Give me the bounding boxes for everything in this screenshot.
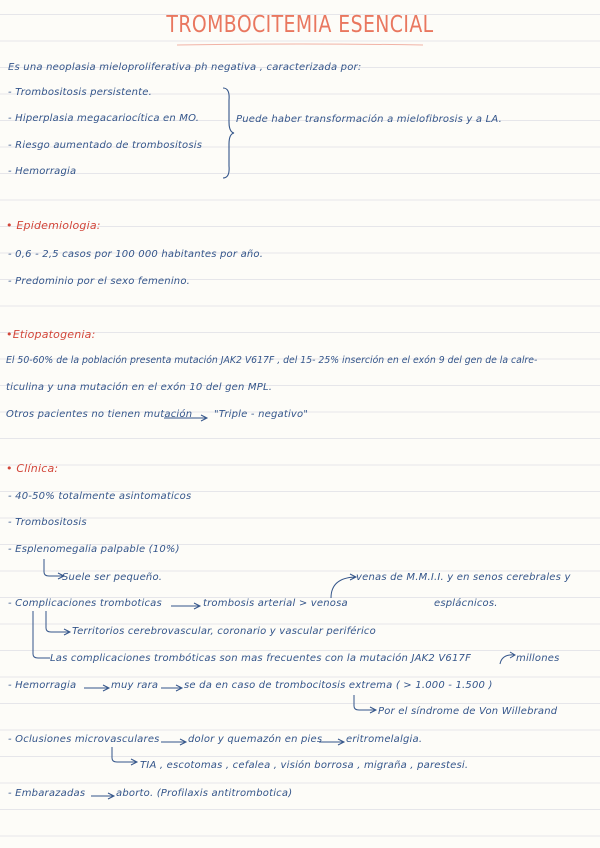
clinica-item: - Embarazadas xyxy=(8,788,86,799)
esplenomegalia-note: Suele ser pequeño. xyxy=(62,572,163,583)
arrow-right-icon xyxy=(318,737,346,747)
frecuencia-note: Las complicaciones trombóticas son mas frecuentes con la mutación JAK2 V617F xyxy=(50,653,472,664)
clinica-item: - Complicaciones tromboticas xyxy=(8,598,162,609)
feature-item: - Trombositosis persistente. xyxy=(8,87,153,98)
arrow-right-icon xyxy=(90,791,116,801)
epidemiologia-item: - 0,6 - 2,5 casos por 100 000 habitantes por año. xyxy=(8,249,264,260)
arrow-hook-icon xyxy=(350,694,378,714)
trombosis-note: trombosis arterial > venosa xyxy=(203,598,348,609)
tia-note: TIA , escotomas , cefalea , visión borrosa , migraña , parestesi. xyxy=(140,760,469,771)
clinica-item: - 40-50% totalmente asintomaticos xyxy=(8,491,192,502)
arrow-right-icon xyxy=(83,683,111,693)
embarazadas-note: aborto. (Profilaxis antitrombotica) xyxy=(116,788,293,799)
hemorragia-note: muy rara xyxy=(111,680,159,691)
arrow-right-icon xyxy=(160,737,188,747)
trombocitosis-note: se da en caso de trombocitosis extrema ( > 1.000 - 1.500 ) xyxy=(184,680,493,691)
feature-item: - Hiperplasia megacariocítica en MO. xyxy=(8,113,200,124)
clinica-item: - Hemorragia xyxy=(8,680,77,691)
title-underline xyxy=(175,42,425,48)
etiopatogenia-text: El 50-60% de la población presenta mutación JAK2 V617F , del 15- 25% inserción en el exón 9 del gen de la calre- xyxy=(6,355,538,366)
brace-note: Puede haber transformación a mielofibrosis y a LA. xyxy=(236,114,503,125)
section-heading-clinica: • Clínica: xyxy=(6,462,59,475)
etiopatogenia-text: ticulina y una mutación en el exón 10 del gen MPL. xyxy=(6,382,273,393)
page-title: TROMBOCITEMIA ESENCIAL xyxy=(166,12,434,38)
millones-note: millones xyxy=(516,653,560,664)
section-heading-epidemiologia: • Epidemiologia: xyxy=(6,219,101,232)
etiopatogenia-text: Otros pacientes no tienen mutación xyxy=(6,409,193,420)
arrow-right-icon xyxy=(170,601,202,611)
oclusiones-note: dolor y quemazón en pies xyxy=(188,734,323,745)
arrow-right-icon xyxy=(160,683,184,693)
intro-text: Es una neoplasia mieloproliferativa ph negativa , caracterizada por: xyxy=(8,62,362,73)
arrow-curved-icon xyxy=(498,650,518,666)
epidemiologia-item: - Predominio por el sexo femenino. xyxy=(8,276,191,287)
curly-brace-icon xyxy=(220,86,236,180)
clinica-item: - Trombositosis xyxy=(8,517,87,528)
eritromelalgia-note: eritromelalgia. xyxy=(346,734,423,745)
clinica-item: - Esplenomegalia palpable (10%) xyxy=(8,544,180,555)
venas-note: venas de M.M.I.I. y en senos cerebrales y xyxy=(356,572,571,583)
triple-negativo-note: "Triple - negativo" xyxy=(214,409,309,420)
esplacnicos-note: esplácnicos. xyxy=(434,598,498,609)
section-heading-etiopatogenia: •Etiopatogenia: xyxy=(6,328,96,341)
feature-item: - Hemorragia xyxy=(8,166,77,177)
clinica-item: - Oclusiones microvasculares xyxy=(8,734,160,745)
arrow-right-icon xyxy=(162,413,210,423)
territorios-note: Territorios cerebrovascular, coronario y vascular periférico xyxy=(72,626,376,637)
von-willebrand-note: Por el síndrome de Von Willebrand xyxy=(378,706,558,717)
arrow-hook-icon xyxy=(108,746,140,766)
feature-item: - Riesgo aumentado de trombositosis xyxy=(8,140,203,151)
